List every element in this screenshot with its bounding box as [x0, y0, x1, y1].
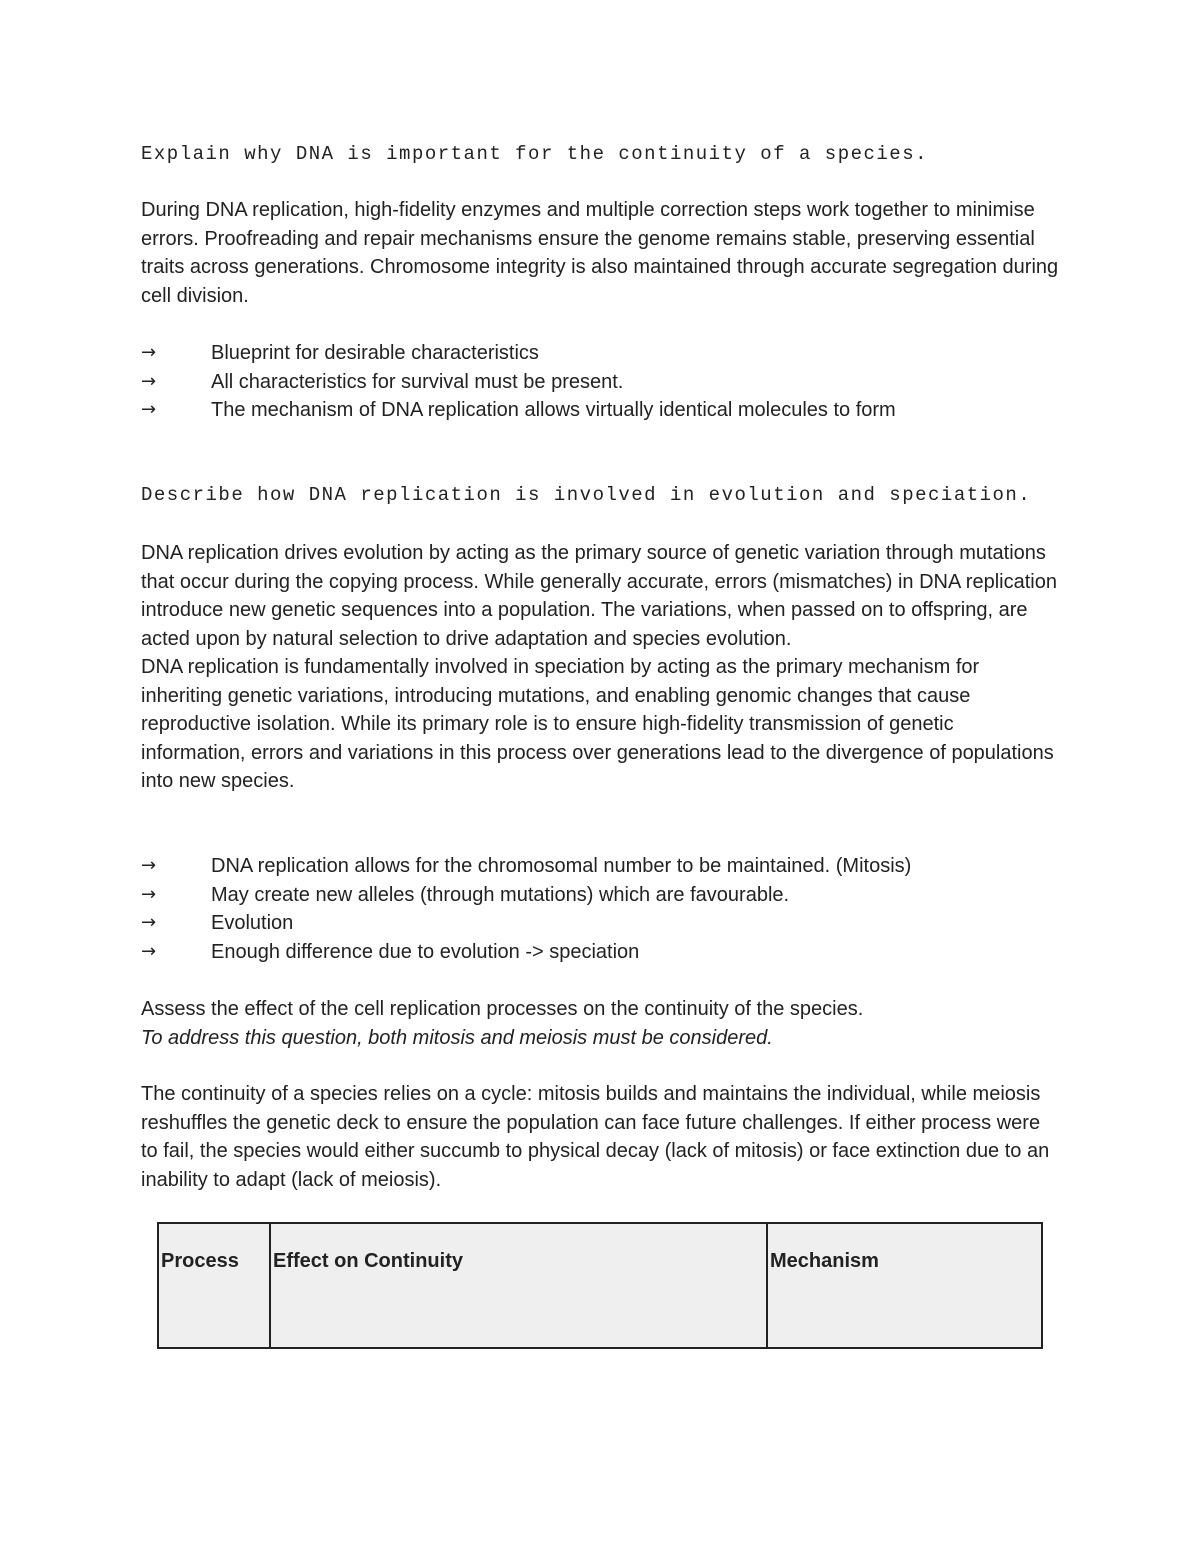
right-arrow-icon: →: [141, 370, 157, 392]
question-3-block: [141, 995, 1061, 1052]
list-item: [141, 339, 1061, 368]
list-item: [141, 368, 1061, 397]
list-item: [141, 909, 1061, 938]
question-3-answer-paragraph: [141, 1080, 1061, 1194]
question-2-answer-paragraphs: [141, 539, 1061, 796]
right-arrow-icon: →: [141, 940, 157, 962]
bullet-text: The mechanism of DNA replication allows virtually identical molecules to form: [211, 399, 896, 421]
bullet-text: Enough difference due to evolution -> speciation: [211, 940, 640, 963]
table-header-process: Process: [158, 1223, 270, 1348]
answer-text: During DNA replication, high-fidelity enzymes and multiple correction steps work together to minimise errors. Proofreading and repair mechanisms ensure the genome remains stable, preserving essential traits across generations. Chromosome integrity is also maintained through accurate segregation during cell division.: [141, 199, 1059, 307]
list-item: [141, 852, 1061, 881]
right-arrow-icon: →: [141, 342, 157, 363]
question-2-bullet-list: [141, 852, 1061, 966]
right-arrow-icon: →: [141, 399, 157, 420]
process-table: [157, 1222, 1043, 1349]
table-header-mechanism: Mechanism: [767, 1223, 1042, 1348]
right-arrow-icon: →: [141, 883, 157, 905]
table-header-effect: Effect on Continuity: [270, 1223, 767, 1348]
question-3-heading: Assess the effect of the cell replication processes on the continuity of the species.: [141, 998, 864, 1020]
list-item: [141, 881, 1061, 910]
right-arrow-icon: →: [141, 855, 157, 876]
answer-text: DNA replication drives evolution by acting as the primary source of genetic variation through mutations that occur during the copying process. While generally accurate, errors (mismatches) in DNA replication introduce new genetic sequences into a population. The variations, when passed on to offspring, are acted upon by natural selection to drive adaptation and species evolution.: [141, 542, 1057, 650]
bullet-text: All characteristics for survival must be present.: [211, 370, 624, 393]
bullet-text: Evolution: [211, 912, 294, 934]
list-item: [141, 396, 1061, 425]
list-item: [141, 938, 1061, 967]
table-header-row: [158, 1223, 1042, 1348]
question-1-answer-paragraph: [141, 196, 1061, 310]
question-1-bullet-list: [141, 339, 1061, 425]
right-arrow-icon: →: [141, 912, 157, 933]
answer-text: The continuity of a species relies on a cycle: mitosis builds and maintains the individual, while meiosis reshuffles the genetic deck to ensure the population can face future challenges. If either process were to fail, the species would either succumb to physical decay (lack of mitosis) or face extinction due to an inability to adapt (lack of meiosis).: [141, 1083, 1050, 1191]
answer-text: DNA replication is fundamentally involved in speciation by acting as the primary mechanism for inheriting genetic variations, introducing mutations, and enabling genomic changes that cause reproductive isolation. While its primary role is to ensure high-fidelity transmission of genetic information, errors and variations in this process over generations lead to the divergence of populations into new species.: [141, 656, 1054, 792]
question-3-instruction: To address this question, both mitosis and meiosis must be considered.: [141, 1026, 773, 1049]
bullet-text: May create new alleles (through mutations) which are favourable.: [211, 883, 790, 906]
question-2-heading: Describe how DNA replication is involved in evolution and speciation.: [141, 484, 1032, 506]
bullet-text: Blueprint for desirable characteristics: [211, 342, 539, 364]
bullet-text: DNA replication allows for the chromosomal number to be maintained. (Mitosis): [211, 855, 912, 877]
question-1-heading: Explain why DNA is important for the continuity of a species.: [141, 143, 929, 165]
